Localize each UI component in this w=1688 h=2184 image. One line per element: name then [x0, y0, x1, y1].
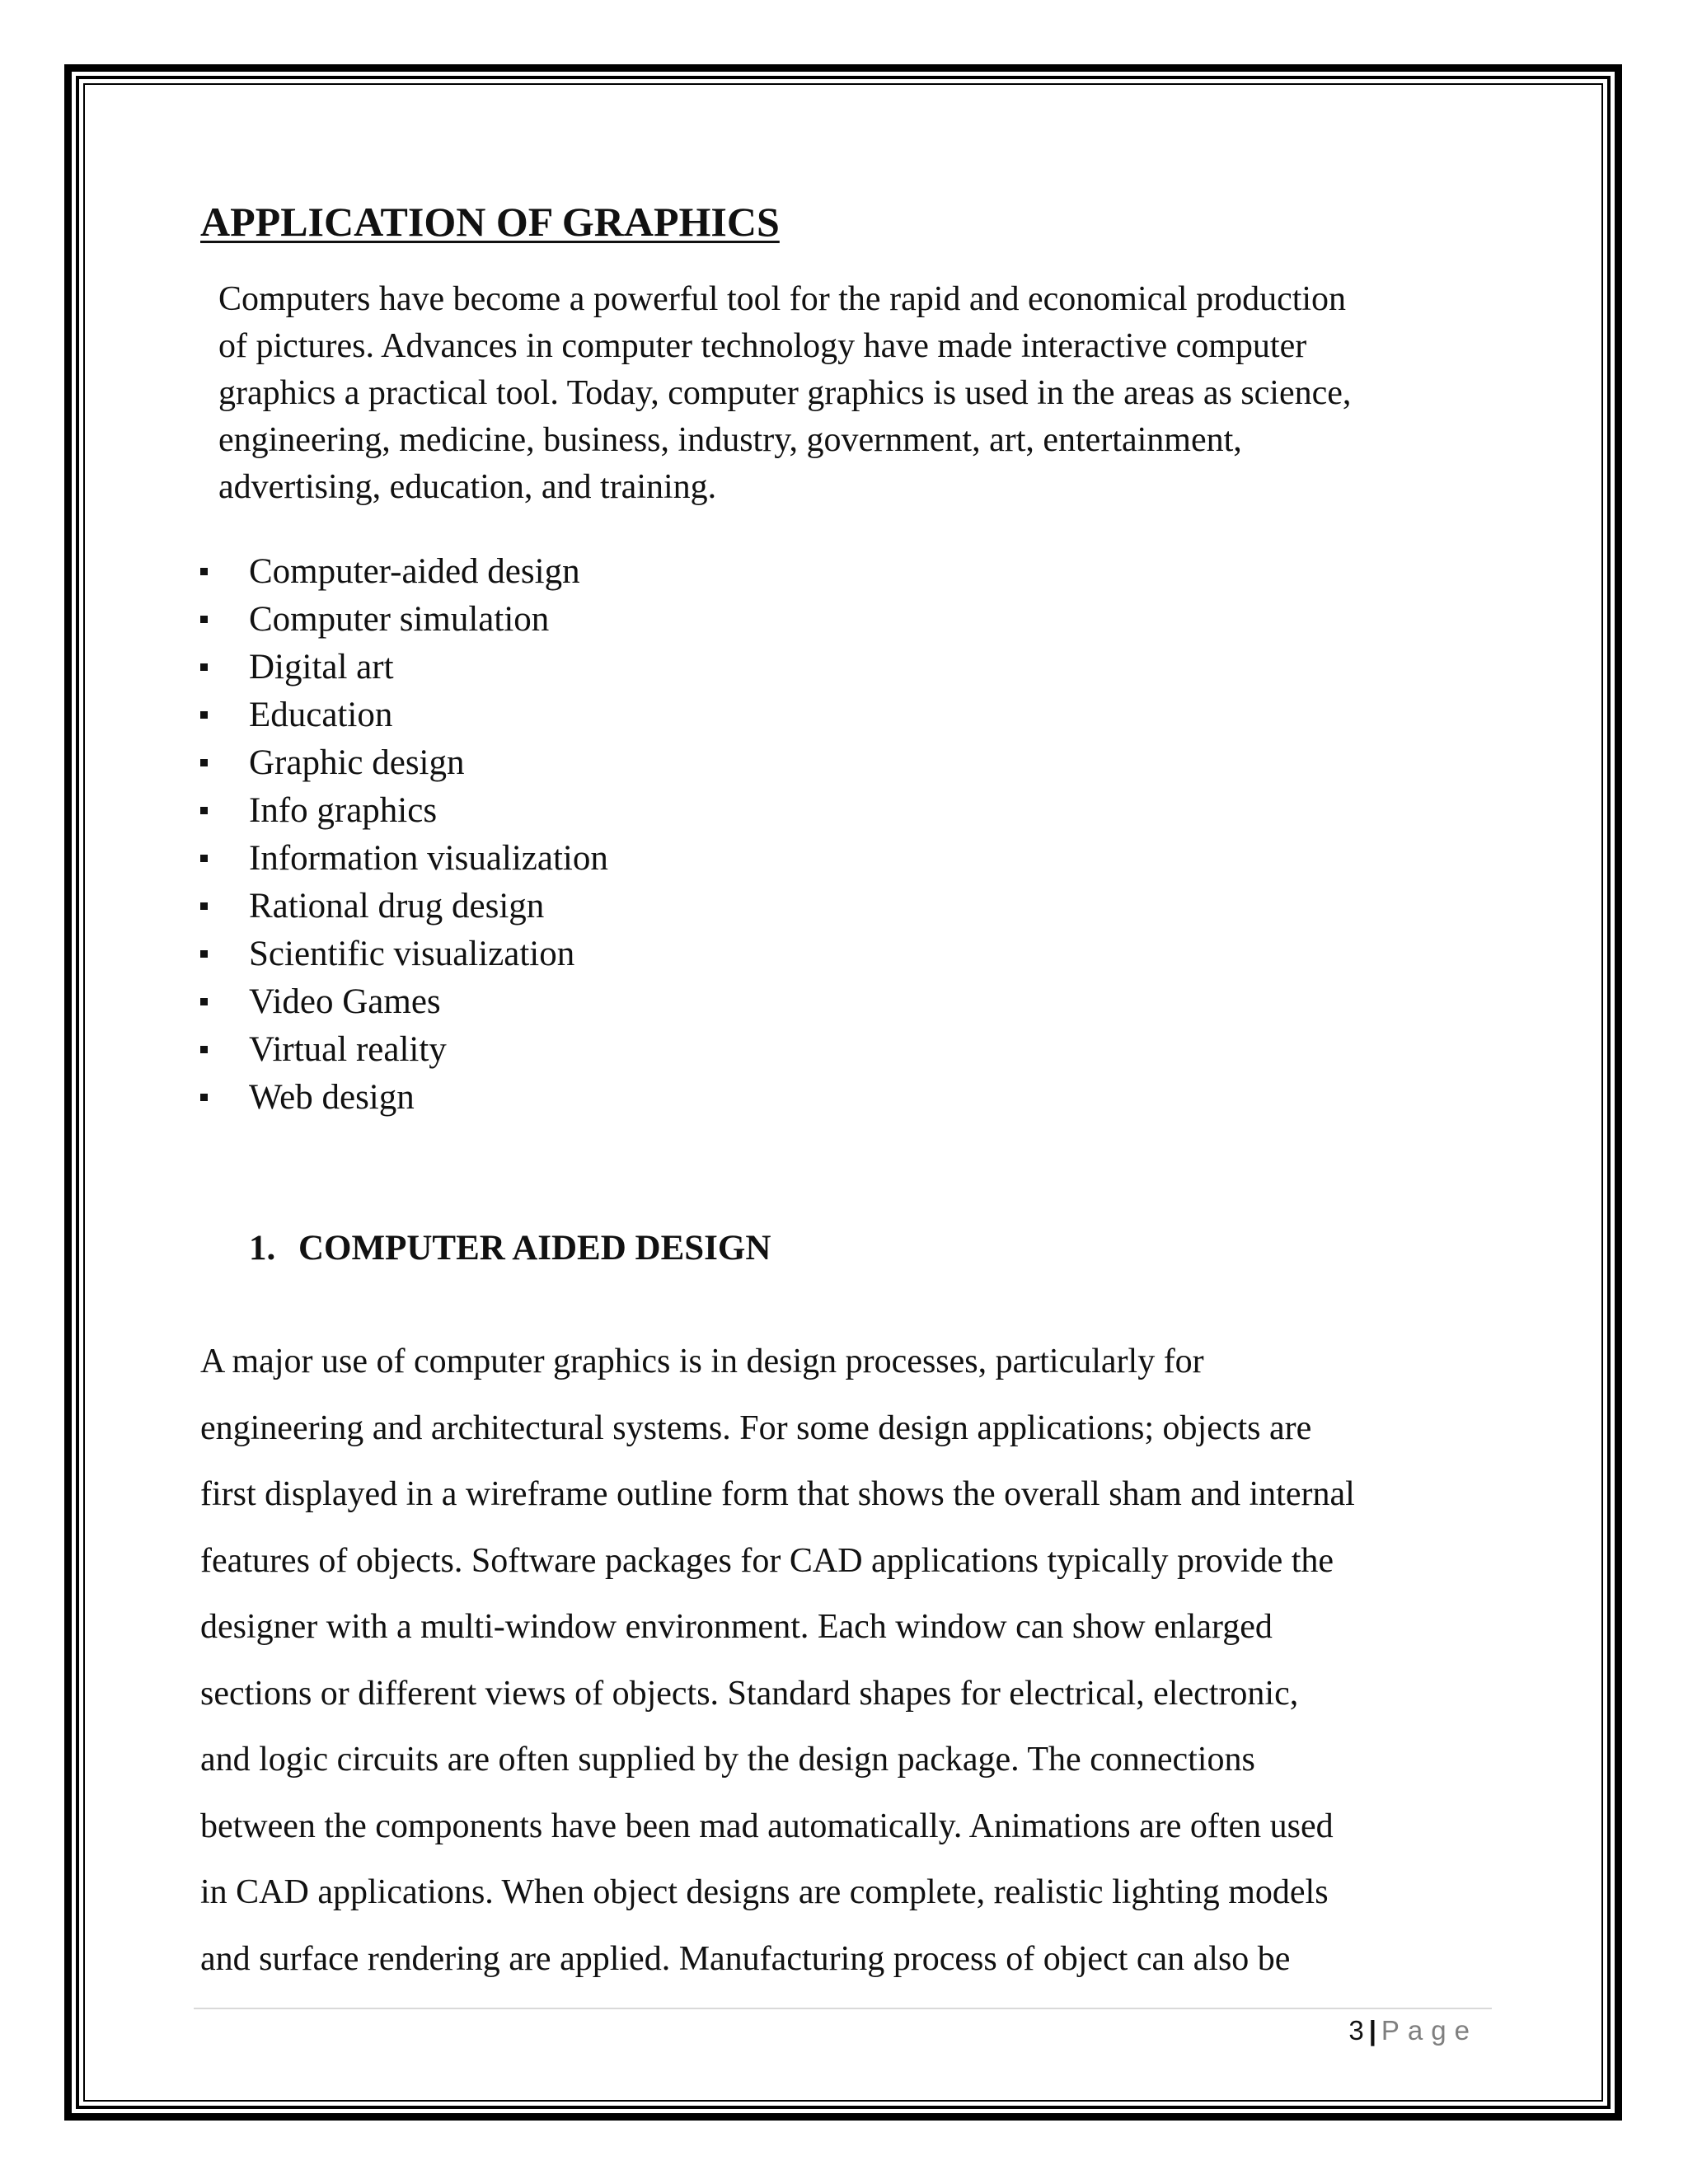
- list-item-label: Web design: [249, 1078, 415, 1117]
- list-item: [200, 978, 608, 1026]
- intro-line: engineering, medicine, business, industry, government, art, entertainment,: [218, 421, 1242, 459]
- list-item: [200, 548, 608, 596]
- list-item-label: Information visualization: [249, 839, 608, 878]
- list-item: [200, 644, 608, 691]
- body-line: features of objects. Software packages for CAD applications typically provide the: [200, 1541, 1334, 1580]
- list-item-label: Computer-aided design: [249, 552, 580, 591]
- body-line: and surface rendering are applied. Manufacturing process of object can also be: [200, 1939, 1291, 1978]
- square-bullet-icon: [200, 759, 208, 766]
- body-line: sections or different views of objects. Standard shapes for electrical, electronic,: [200, 1674, 1299, 1713]
- list-item: [200, 835, 608, 883]
- list-item-label: Scientific visualization: [249, 935, 575, 973]
- square-bullet-icon: [200, 950, 208, 958]
- square-bullet-icon: [200, 855, 208, 862]
- square-bullet-icon: [200, 1046, 208, 1053]
- section-heading: [249, 1228, 771, 1268]
- square-bullet-icon: [200, 1094, 208, 1101]
- list-item: [200, 1074, 608, 1122]
- body-line: and logic circuits are often supplied by the design package. The connections: [200, 1741, 1255, 1779]
- list-item: [200, 883, 608, 930]
- list-item: [200, 787, 608, 835]
- square-bullet-icon: [200, 663, 208, 671]
- square-bullet-icon: [200, 807, 208, 814]
- list-item-label: Graphic design: [249, 743, 465, 782]
- page-number: 3: [1348, 2015, 1364, 2046]
- list-item: [200, 739, 608, 787]
- body-line: A major use of computer graphics is in design processes, particularly for: [200, 1343, 1204, 1380]
- intro-line: Computers have become a powerful tool for the rapid and economical production: [218, 280, 1347, 318]
- page-title: APPLICATION OF GRAPHICS: [200, 199, 780, 245]
- square-bullet-icon: [200, 568, 208, 575]
- list-item: [200, 930, 608, 978]
- section-heading-text: COMPUTER AIDED DESIGN: [298, 1229, 771, 1268]
- body-line: first displayed in a wireframe outline form that shows the overall sham and internal: [200, 1475, 1355, 1513]
- square-bullet-icon: [200, 711, 208, 719]
- list-item-label: Virtual reality: [249, 1030, 447, 1069]
- intro-line: graphics a practical tool. Today, computer graphics is used in the areas as science,: [218, 374, 1352, 412]
- section-number: 1.: [249, 1229, 276, 1268]
- list-item: [200, 596, 608, 644]
- intro-paragraph: [200, 276, 1519, 511]
- list-item-label: Digital art: [249, 648, 394, 687]
- list-item-label: Computer simulation: [249, 600, 550, 639]
- body-line: between the components have been mad automatically. Animations are often used: [200, 1807, 1334, 1845]
- list-item-label: Info graphics: [249, 791, 438, 830]
- footer-separator: |: [1368, 2015, 1376, 2046]
- page-label: Page: [1381, 2015, 1478, 2046]
- body-line: in CAD applications. When object designs are complete, realistic lighting models: [200, 1873, 1329, 1911]
- square-bullet-icon: [200, 998, 208, 1005]
- applications-list: [200, 548, 608, 1122]
- intro-line: of pictures. Advances in computer technology have made interactive computer: [218, 327, 1307, 365]
- list-item: [200, 691, 608, 739]
- square-bullet-icon: [200, 616, 208, 623]
- intro-line: advertising, education, and training.: [218, 468, 717, 506]
- body-line: designer with a multi-window environment. Each window can show enlarged: [200, 1608, 1273, 1646]
- section-body-paragraph: [200, 1329, 1511, 1992]
- list-item-label: Video Games: [249, 982, 441, 1021]
- square-bullet-icon: [200, 902, 208, 910]
- list-item-label: Rational drug design: [249, 887, 545, 926]
- list-item-label: Education: [249, 696, 393, 734]
- page-footer: [1348, 2015, 1478, 2046]
- footer-divider: [194, 2008, 1492, 2009]
- body-line: engineering and architectural systems. For some design applications; objects are: [200, 1408, 1312, 1447]
- list-item: [200, 1026, 608, 1074]
